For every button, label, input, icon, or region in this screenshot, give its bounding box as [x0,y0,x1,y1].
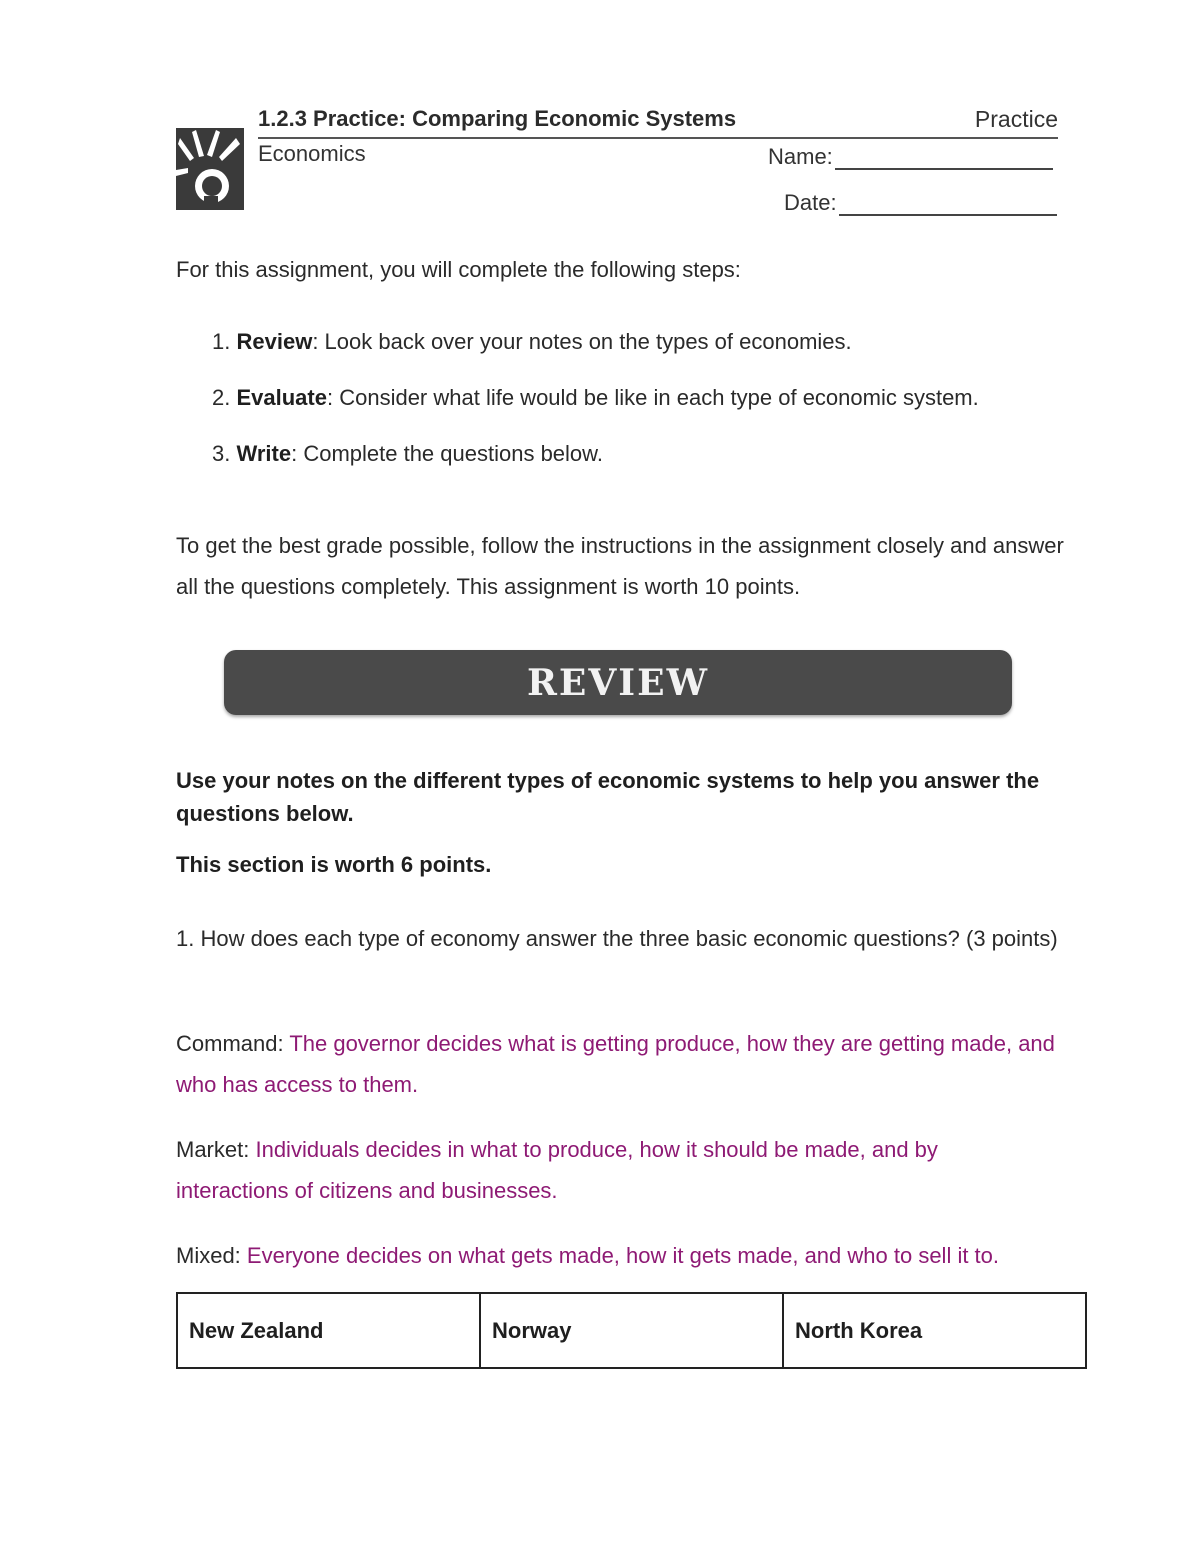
grading-text: To get the best grade possible, follow the instructions in the assignment closely and answer all the questions completely. This assignment is worth 10 points. [176,533,1064,599]
sun-rays-logo-icon [176,128,244,210]
answer-text: Individuals decides in what to produce, how it should be made, and by interactions of citizens and businesses. [176,1137,938,1203]
section-points: This section is worth 6 points. [176,852,492,877]
step-text: : Look back over your notes on the types of economies. [312,329,852,354]
name-field [768,144,1053,170]
table-header-cell: Norway [480,1293,783,1368]
review-banner [224,650,1012,715]
name-label: Name: [768,144,833,169]
assignment-title: 1.2.3 Practice: Comparing Economic Systems [258,106,737,131]
answer-label: Market: [176,1137,256,1162]
step-text: : Consider what life would be like in each type of economic system. [326,385,979,410]
list-item [212,380,979,436]
step-number: 3. [212,441,231,466]
country-table [176,1292,1087,1369]
date-label: Date: [784,190,837,215]
answer-text: The governor decides what is getting produce, how they are getting made, and who has access to them. [176,1031,1055,1097]
review-instructions: Use your notes on the different types of economic systems to help you answer the questions below. [176,768,1040,826]
list-item [212,436,979,492]
step-number: 1. [212,329,231,354]
question-1: 1. How does each type of economy answer the three basic economic questions? (3 points) [176,926,1058,951]
step-label: Evaluate [236,385,327,410]
answer-label: Command: [176,1031,290,1056]
intro-text: For this assignment, you will complete the following steps: [176,257,741,282]
date-blank[interactable] [839,190,1057,216]
subject-label: Economics [258,141,366,166]
step-label: Review [236,329,313,354]
assignment-type: Practice [974,106,1058,132]
answer-label: Mixed: [176,1243,247,1268]
step-text: : Complete the questions below. [291,441,603,466]
table-header-cell: New Zealand [177,1293,480,1368]
answer-text: Everyone decides on what gets made, how it gets made, and who to sell it to. [246,1243,1000,1268]
steps-list [212,324,979,492]
answer-mixed [176,1235,1056,1276]
answer-command [176,1023,1056,1105]
table-row [177,1293,1086,1368]
step-number: 2. [212,385,231,410]
step-label: Write [236,441,292,466]
name-blank[interactable] [835,144,1053,170]
review-banner-label: REVIEW [527,661,709,704]
answer-market [176,1129,1056,1211]
header-divider [258,137,1058,139]
list-item [212,324,979,380]
table-header-cell: North Korea [783,1293,1086,1368]
date-field [784,190,1057,216]
